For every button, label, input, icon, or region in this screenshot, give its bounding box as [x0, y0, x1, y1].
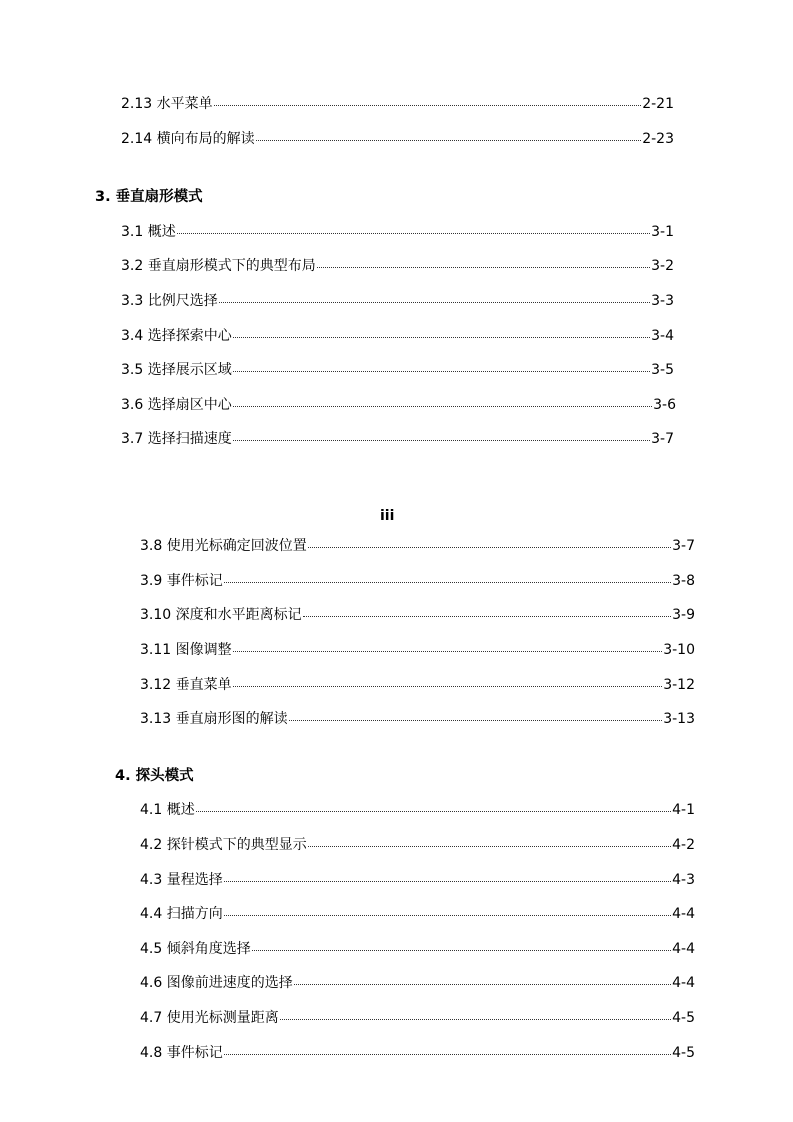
toc-leader-dots: [224, 1040, 671, 1055]
toc-entry-page: 4-4: [672, 906, 695, 922]
toc-entry-label: 3.8 使用光标确定回波位置: [140, 538, 307, 554]
toc-leader-dots: [233, 392, 652, 407]
toc-leader-dots: [214, 91, 642, 106]
toc-leader-dots: [317, 253, 650, 268]
toc-entry-page: 4-2: [672, 837, 695, 853]
toc-entry-page: 3-1: [651, 224, 674, 240]
toc-entry-label: 4.2 探针模式下的典型显示: [140, 837, 307, 853]
toc-entry-page: 3-4: [651, 328, 674, 344]
toc-leader-dots: [224, 568, 671, 583]
toc-entry-3-11[interactable]: [140, 639, 695, 661]
toc-entry-page: 3-5: [651, 362, 674, 378]
toc-entry-label: 4.1 概述: [140, 802, 195, 818]
toc-entry-3-4[interactable]: [121, 325, 674, 347]
toc-leader-dots: [233, 672, 663, 687]
toc-leader-dots: [308, 533, 671, 548]
toc-entry-page: 3-7: [651, 431, 674, 447]
toc-entry-label: 3.2 垂直扇形模式下的典型布局: [121, 258, 316, 274]
toc-leader-dots: [252, 936, 671, 951]
toc-leader-dots: [294, 970, 671, 985]
toc-entry-page: 3-10: [663, 642, 695, 658]
toc-leader-dots: [219, 288, 650, 303]
toc-leader-dots: [177, 219, 650, 234]
toc-leader-dots: [224, 901, 671, 916]
toc-leader-dots: [303, 602, 672, 617]
toc-entry-page: 4-5: [672, 1045, 695, 1061]
toc-entry-page: 3-9: [672, 607, 695, 623]
toc-entry-4-5[interactable]: [140, 938, 695, 960]
toc-entry-page: 3-3: [651, 293, 674, 309]
toc-entry-3-7[interactable]: [121, 428, 674, 450]
toc-entry-label: 3.1 概述: [121, 224, 176, 240]
toc-entry-page: 2-21: [642, 96, 674, 112]
toc-leader-dots: [233, 323, 650, 338]
toc-entry-page: 3-12: [663, 677, 695, 693]
toc-entry-3-3[interactable]: [121, 290, 674, 312]
toc-leader-dots: [233, 426, 650, 441]
toc-entry-label: 4.8 事件标记: [140, 1045, 223, 1061]
toc-entry-label: 4.6 图像前进速度的选择: [140, 975, 293, 991]
toc-entry-3-5[interactable]: [121, 359, 674, 381]
toc-entry-4-6[interactable]: [140, 972, 695, 994]
toc-entry-label: 3.5 选择展示区域: [121, 362, 232, 378]
toc-entry-label: 3.10 深度和水平距离标记: [140, 607, 302, 623]
toc-leader-dots: [289, 706, 663, 721]
toc-entry-label: 3.12 垂直菜单: [140, 677, 232, 693]
toc-entry-3-9[interactable]: [140, 570, 695, 592]
toc-entry-4-2[interactable]: [140, 834, 695, 856]
toc-entry-label: 3.7 选择扫描速度: [121, 431, 232, 447]
toc-entry-3-1[interactable]: [121, 221, 674, 243]
toc-entry-label: 3.11 图像调整: [140, 642, 232, 658]
toc-entry-page: 4-5: [672, 1010, 695, 1026]
toc-entry-3-2[interactable]: [121, 255, 674, 277]
toc-entry-label: 4.7 使用光标测量距离: [140, 1010, 279, 1026]
toc-entry-page: 3-2: [651, 258, 674, 274]
toc-entry-page: 4-4: [672, 975, 695, 991]
toc-entry-4-3[interactable]: [140, 869, 695, 891]
toc-entry-2-14[interactable]: [121, 128, 674, 150]
toc-leader-dots: [256, 126, 642, 141]
toc-entry-label: 3.6 选择扇区中心: [121, 397, 232, 413]
toc-entry-4-1[interactable]: [140, 799, 695, 821]
toc-leader-dots: [233, 357, 650, 372]
toc-entry-label: 3.9 事件标记: [140, 573, 223, 589]
toc-entry-3-10[interactable]: [140, 604, 695, 626]
toc-entry-4-8[interactable]: [140, 1042, 695, 1064]
toc-entry-label: 4.3 量程选择: [140, 872, 223, 888]
toc-leader-dots: [233, 637, 663, 652]
page-number: iii: [380, 508, 395, 524]
toc-entry-label: 4.5 倾斜角度选择: [140, 941, 251, 957]
toc-entry-page: 4-4: [672, 941, 695, 957]
toc-entry-page: 2-23: [642, 131, 674, 147]
toc-entry-page: 4-3: [672, 872, 695, 888]
toc-entry-page: 3-6: [653, 397, 676, 413]
toc-entry-3-8[interactable]: [140, 535, 695, 557]
toc-entry-4-4[interactable]: [140, 903, 695, 925]
toc-entry-page: 3-7: [672, 538, 695, 554]
toc-entry-4-7[interactable]: [140, 1007, 695, 1029]
toc-leader-dots: [224, 867, 671, 882]
toc-leader-dots: [196, 797, 671, 812]
chapter-3-heading[interactable]: 3. 垂直扇形模式: [95, 189, 203, 205]
toc-entry-page: 3-13: [663, 711, 695, 727]
toc-entry-label: 3.13 垂直扇形图的解读: [140, 711, 288, 727]
toc-entry-label: 2.14 横向布局的解读: [121, 131, 255, 147]
toc-leader-dots: [280, 1005, 671, 1020]
toc-entry-3-12[interactable]: [140, 674, 695, 696]
toc-entry-label: 3.3 比例尺选择: [121, 293, 218, 309]
chapter-4-heading[interactable]: 4. 探头模式: [115, 768, 194, 784]
toc-entry-label: 3.4 选择探索中心: [121, 328, 232, 344]
toc-entry-3-13[interactable]: [140, 708, 695, 730]
toc-entry-label: 2.13 水平菜单: [121, 96, 213, 112]
toc-entry-page: 4-1: [672, 802, 695, 818]
toc-leader-dots: [308, 832, 671, 847]
toc-entry-page: 3-8: [672, 573, 695, 589]
toc-entry-label: 4.4 扫描方向: [140, 906, 223, 922]
toc-entry-3-6[interactable]: [121, 394, 676, 416]
toc-entry-2-13[interactable]: [121, 93, 674, 115]
